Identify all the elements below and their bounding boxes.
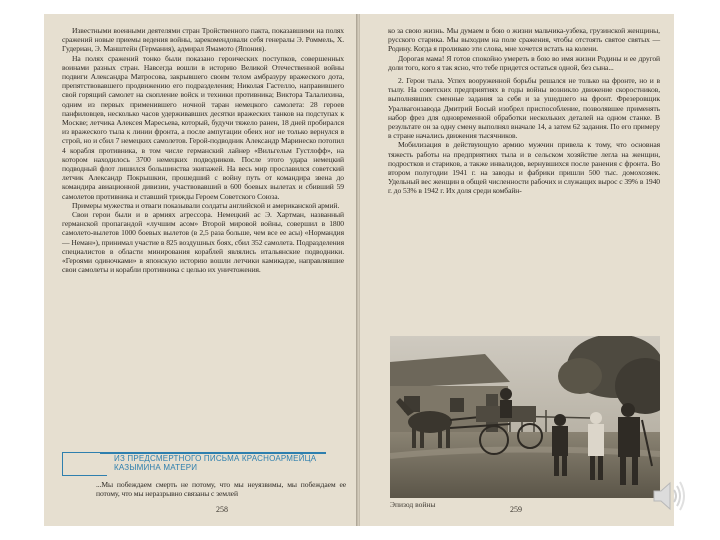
- left-paragraph: Известными военными деятелями стран Тройственного пакта, показавшими на полях сражений новые приемы ведения войны, зарекомендовали себя генералы Э. Роммель, Х. Гудериан, Э. Манштейн (Германия), адмирал Ямамото (Япония).: [62, 26, 344, 54]
- open-book: [44, 14, 674, 526]
- left-page-text: [62, 26, 344, 274]
- war-photo-image: [390, 336, 660, 498]
- right-paragraph: ко за свою жизнь. Мы думаем в бою о жизни мальчика-узбека, грузинской женщины, русского старика. Мы выходим на поле сражения, чтобы отстоять святое святых — Родину. Когда я проливаю эти слова, мне хочется встать на колени.: [388, 26, 660, 54]
- speaker-icon-glyph: [650, 476, 688, 516]
- right-page-text: [388, 26, 660, 196]
- left-paragraph: Примеры мужества и отваги показывали солдаты английской и американской армий.: [72, 200, 340, 210]
- war-photo: [390, 336, 660, 498]
- right-page-number: 259: [510, 505, 522, 514]
- subheading-line: ИЗ ПРЕДСМЕРТНОГО ПИСЬМА КРАСНОАРМЕЙЦА: [114, 454, 317, 463]
- letter-quote: ...Мы побеждаем смерть не потому, что мы неуязвимы, мы побеждаем ее потому, что мы неразрывно связаны с землей: [96, 480, 346, 499]
- left-paragraph: На полях сражений тонко были показано героических поступков, совершенных воинами разных стран. Навсегда вошли в историю Великой Отечественной войны подвиги Александра Матросова, закрывшего своим телом амбразуру вражеского дота, препятствовавшего продвижению его подразделения; Николая Гастелло, направившего свой горящий самолет на скопление войск и техники противника; Виктора Талалихина, одним из первых применившего ночной таран немецкого самолета: 28 героев панфиловцев, несколько часов удерживавших десятки вражеских танков на подступах к Москве; летчика Алексея Маресьева, который, будучи тяжело ранен, 18 дней пробирался из вражеского тыла к линии фронта, а после ампутации обеих ног не только вернулся в строй, но и сбил 7 немецких самолетов. Герой-подводник Александр Маринеско потопил 4 корабля противника, в том числе германский лайнер «Вильгельм Густлофф», на котором находилось 3700 немецких подводников. После этого удара немецкий подводный флот лишился большинства экипажей. На весь мир прославился советский летчик Александр Покрышкин, прошедший с войну путь от командира звена до командира авиационной дивизии, участвовавший в 600 боевых вылетах и сбивший 59 самолетов противника и ставший трижды Героем Советского Союза.: [62, 53, 344, 201]
- subheading: [62, 454, 358, 472]
- left-paragraph: Свои герои были и в армиях агрессора. Немецкий ас Э. Хартман, названный германской пропагандой «лучшим асом» Второй мировой войны, совершил в 1800 самолето-вылетов 1000 боевых вылетов (в 2,5 раза больше, чем все ее асы) «Нормандия — Неман»), принимал участие в 825 воздушных боях, сбил 352 самолета. Подразделения специалистов в области минирования кораблей являлись итальянские подводники. «Героями одиночками» в японскую историю вошли летчики камикадзе, направлявшие свои самолеты и корабли противника с целью их уничтожения.: [62, 210, 344, 275]
- photo-caption: Эпизод войны: [390, 500, 436, 509]
- right-paragraph: Дорогая мама! Я готов спокойно умереть в бою во имя жизни Родины и ее другой доли того, кого я так ясно, что тебе придется остаться одной, без сына...: [388, 53, 660, 72]
- speaker-icon[interactable]: [650, 476, 688, 516]
- left-page: [44, 14, 358, 526]
- right-paragraph: 2. Герои тыла. Успех вооруженной борьбы решался не только на фронте, но и в тылу. На советских предприятиях в годы войны возникло движение скоростников, выполнявших сменные задания за себя и за ушедшего на фронт. Фрезеровщик Уралвагонзавода Дмитрий Босый изобрел приспособление, позволявшее применять набор фрез для одновременной обработки нескольких деталей на одном станке. В результате он за одну смену выполнял вначале 14, а затем 62 задания. По его примеру в стране начались движения тысячников.: [388, 76, 660, 141]
- left-page-number: 258: [216, 505, 228, 514]
- right-paragraph: Мобилизация в действующую армию мужчин привела к тому, что основная тяжесть работы на предприятиях тыла и в сельском хозяйстве легла на женщин, подростков и стариков, а также инвалидов, вернувшихся после ранения с фронта. Во втором полугодии 1941 г. на заводы и фабрики пришли 500 тыс. домохозяек. Удельный вес женщин в общей численности рабочих и служащих вырос с 39% в 1940 г. до 53% в 1942 г. Их доля среди комбайн-: [388, 140, 660, 196]
- right-page: [360, 14, 674, 526]
- subheading-line: КАЗЫМИНА МАТЕРИ: [114, 463, 198, 472]
